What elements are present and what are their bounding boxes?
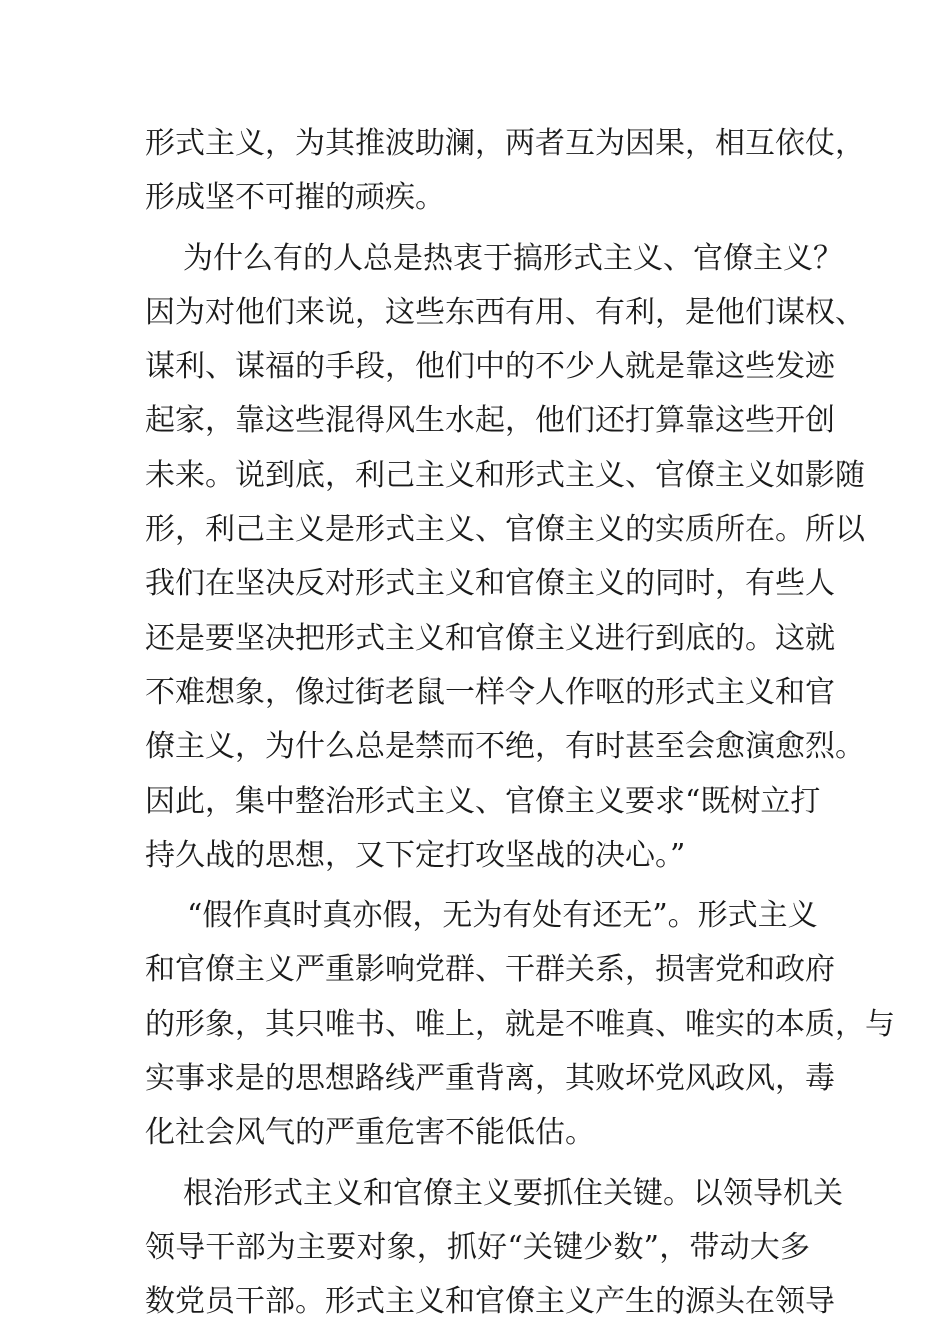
text-line: 因此，集中整治形式主义、官僚主义要求“既树立打 [145,783,821,819]
text-line: 我们在坚决反对形式主义和官僚主义的同时，有些人 [145,566,835,602]
text-line: 还是要坚决把形式主义和官僚主义进行到底的。这就 [145,620,835,656]
text-line: 为什么有的人总是热衷于搞形式主义、官僚主义？ [183,240,843,276]
text-line: 实事求是的思想路线严重背离，其败坏党风政风，毒 [145,1061,835,1097]
text-line: 形式主义，为其推波助澜，两者互为因果，相互依仗， [145,126,865,161]
text-line: “假作真时真亦假，无为有处有还无”。形式主义 [187,898,818,934]
text-line: 起家，靠这些混得风生水起，他们还打算靠这些开创 [145,403,835,439]
text-line: 因为对他们来说，这些东西有用、有利，是他们谋权、 [145,294,865,330]
text-line: 根治形式主义和官僚主义要抓住关键。以领导机关 [183,1175,843,1211]
text-line: 数党员干部。形式主义和官僚主义产生的源头在领导 [145,1284,835,1320]
text-line: 化社会风气的严重危害不能低估。 [145,1115,595,1151]
text-line: 的形象，其只唯书、唯上，就是不唯真、唯实的本质，与 [145,1006,895,1042]
text-line: 未来。说到底，利己主义和形式主义、官僚主义如影随 [145,457,865,493]
document-body [145,117,895,1330]
text-line: 谋利、谋福的手段，他们中的不少人就是靠这些发迹 [145,349,835,385]
text-line: 形成坚不可摧的顽疾。 [145,180,445,216]
text-line: 不难想象，像过街老鼠一样令人作呕的形式主义和官 [145,674,835,710]
text-line: 僚主义，为什么总是禁而不绝，有时甚至会愈演愈烈。 [145,729,865,765]
text-line: 领导干部为主要对象，抓好“关键少数”，带动大多 [145,1229,810,1265]
text-line: 持久战的思想，又下定打攻坚战的决心。” [145,837,686,873]
text-line: 形，利己主义是形式主义、官僚主义的实质所在。所以 [145,512,865,548]
text-line: 和官僚主义严重影响党群、干群关系，损害党和政府 [145,952,835,988]
